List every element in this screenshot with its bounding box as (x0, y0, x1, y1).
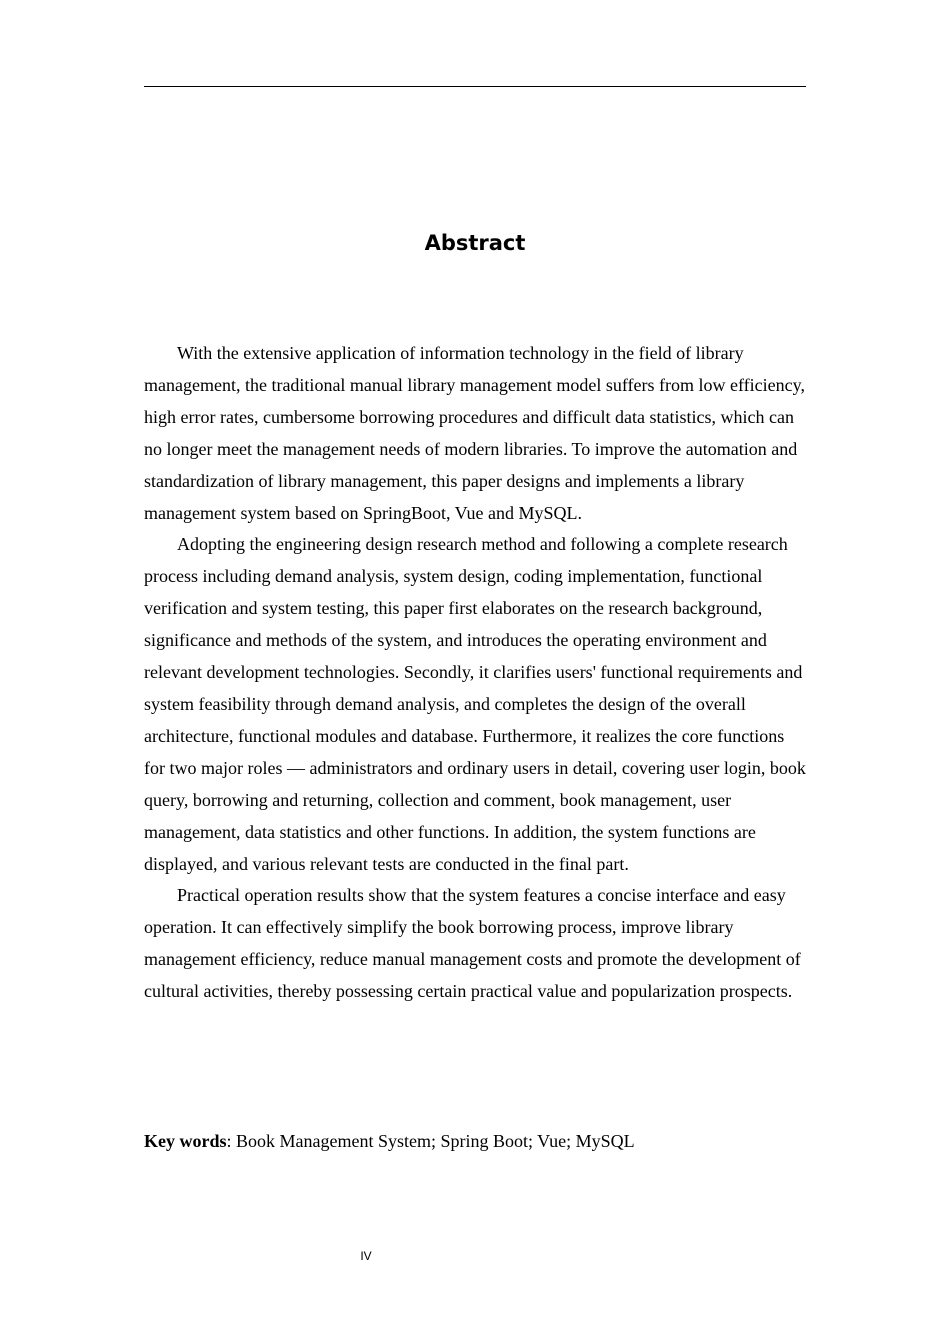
keywords-value: Book Management System; Spring Boot; Vue; MySQL (236, 1131, 635, 1151)
abstract-paragraph-2: Adopting the engineering design research method and following a complete research process including demand analysis, system design, coding implementation, functional verification and system testing, this paper first elaborates on the research background, significance and methods of the system, and introduces the operating environment and relevant development technologies. Secondly, it clarifies users' functional requirements and system feasibility through demand analysis, and completes the design of the overall architecture, functional modules and database. Furthermore, it realizes the core functions for two major roles — administrators and ordinary users in detail, covering user login, book query, borrowing and returning, collection and comment, book management, user management, data statistics and other functions. In addition, the system functions are displayed, and various relevant tests are conducted in the final part. (144, 534, 806, 874)
page-number: IV (360, 1249, 372, 1263)
abstract-body (144, 338, 806, 1008)
keywords-separator: : (226, 1131, 237, 1151)
keywords-line (144, 1126, 806, 1157)
page-title: Abstract (424, 231, 526, 255)
keywords-label: Key words (144, 1131, 227, 1151)
header-rule (144, 86, 806, 87)
abstract-paragraph-1: With the extensive application of information technology in the field of library management, the traditional manual library management model suffers from low efficiency, high error rates, cumbersome borrowing procedures and difficult data statistics, which can no longer meet the management needs of modern libraries. To improve the automation and standardization of library management, this paper designs and implements a library management system based on SpringBoot, Vue and MySQL. (144, 343, 805, 523)
abstract-paragraph-3: Practical operation results show that the system features a concise interface and easy operation. It can effectively simplify the book borrowing process, improve library management efficiency, reduce manual management costs and promote the development of cultural activities, thereby possessing certain practical value and popularization prospects. (144, 885, 801, 1002)
